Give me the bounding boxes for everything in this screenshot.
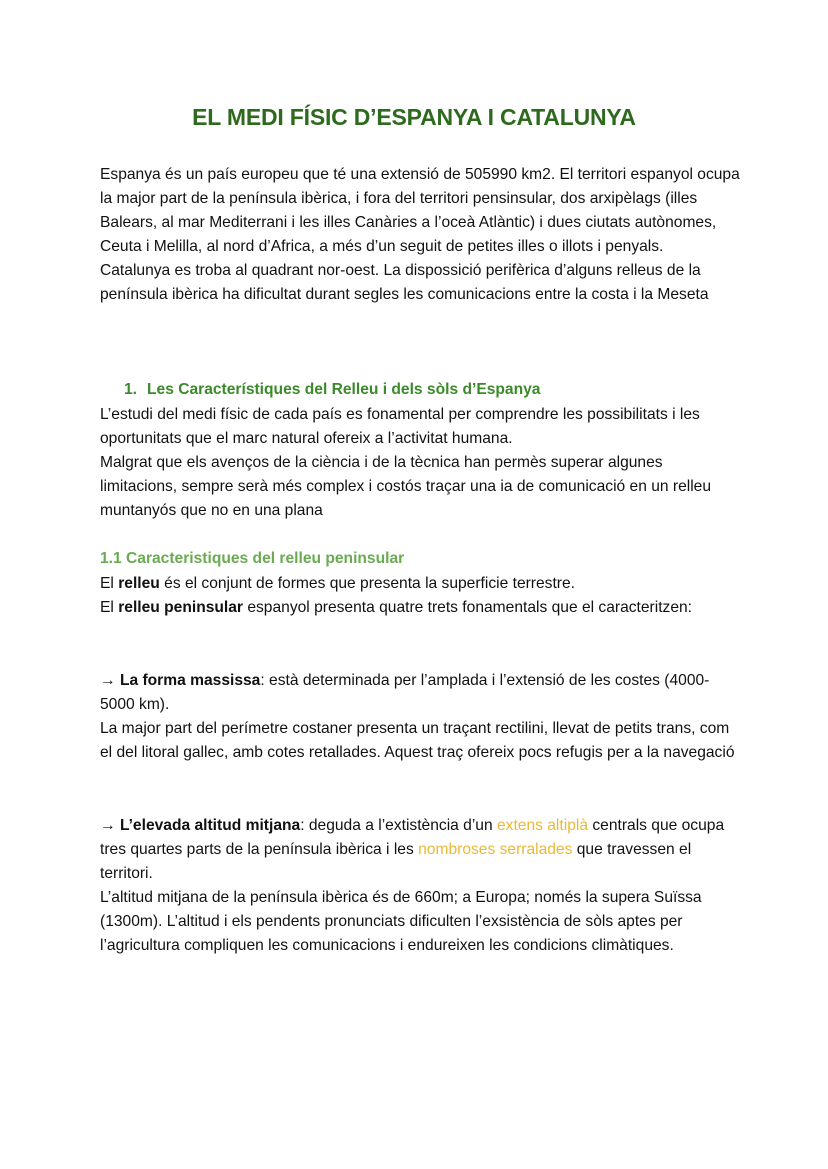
section-1-1-heading: 1.1 Caracteristiques del relleu peninsular bbox=[100, 550, 405, 567]
arrow-icon: → bbox=[100, 672, 116, 689]
trait-1-line: → La forma massissa: està determinada per l’amplada i l’extensió de les costes (4000-5000 km). bbox=[100, 672, 710, 713]
trait-2-line: → L’elevada altitud mitjana: deguda a l’extistència d’un extens altiplà centrals que ocupa tres quartes parts de la península ibèrica i les nombroses serralades que travessen el territori. bbox=[100, 817, 725, 882]
trait-1-title: La forma massissa bbox=[119, 672, 261, 689]
section-1-heading bbox=[124, 378, 540, 402]
page-title: EL MEDI FÍSIC D’ESPANYA I CATALUNYA bbox=[192, 104, 636, 130]
trait-2-paragraph-2: L’altitud mitjana de la península ibèrica és de 660m; a Europa; només la supera Suïssa (1300m). L’altitud i els pendents pronunciats dificulten l’exsistència de sòls aptes per l’agricultura compliquen les comunicacions i endureixen les condicions climàtiques. bbox=[100, 889, 702, 954]
relleu-definition: El relleu és el conjunt de formes que presenta la superficie terrestre. bbox=[100, 575, 575, 592]
relleu-term: relleu bbox=[118, 575, 160, 592]
relleu-peninsular-intro: El relleu peninsular espanyol presenta quatre trets fonamentals que el caracteritzen: bbox=[100, 599, 693, 616]
section-1-paragraph-2: Malgrat que els avenços de la ciència i de la tècnica han permès superar algunes limitacions, sempre serà més complex i costós traçar una ia de comunicació en un relleu muntanyós que no en una plana bbox=[100, 454, 712, 519]
intro-block bbox=[100, 163, 740, 307]
intro-paragraph-2: Catalunya es troba al quadrant nor-oest. La dispossició perifèrica d’alguns relleus de la península ibèrica ha dificultat durant segles les comunicacions entre la costa i la Meseta bbox=[100, 262, 709, 303]
section-1-1-body bbox=[100, 572, 740, 620]
highlight-nombroses-serralades: nombroses serralades bbox=[418, 841, 573, 858]
relleu-peninsular-term: relleu peninsular bbox=[118, 599, 243, 616]
intro-paragraph-1: Espanya és un país europeu que té una extensió de 505990 km2. El territori espanyol ocupa la major part de la península ibèrica, i fora del territori pensinsular, dos arxipèlags (illes Balears, al mar Mediterrani i les illes Canàries a l’oceà Atlàntic) i dues ciutats autònomes, Ceuta i Melilla, al nord d’Africa, a més d’un seguit de petites illes o illots i penyals. bbox=[100, 166, 740, 255]
trait-2-title: L’elevada altitud mitjana bbox=[119, 817, 301, 834]
highlight-extens-altipla: extens altiplà bbox=[496, 817, 589, 834]
section-1-body bbox=[100, 403, 740, 523]
arrow-icon: → bbox=[100, 817, 116, 834]
section-1-paragraph-1: L’estudi del medi físic de cada país es fonamental per comprendre les possibilitats i les oportunitats que el marc natural ofereix a l’activitat humana. bbox=[100, 406, 700, 447]
section-1-heading-text: Les Característiques del Relleu i dels sòls d’Espanya bbox=[147, 381, 541, 398]
trait-forma-massissa bbox=[100, 669, 740, 765]
trait-altitud-mitjana bbox=[100, 814, 740, 958]
section-1-number: 1. bbox=[124, 381, 138, 398]
trait-1-paragraph-2: La major part del perímetre costaner presenta un traçant rectilini, llevat de petits trans, com el del litoral gallec, amb cotes retallades. Aquest traç ofereix pocs refugis per a la navegació bbox=[100, 720, 735, 761]
